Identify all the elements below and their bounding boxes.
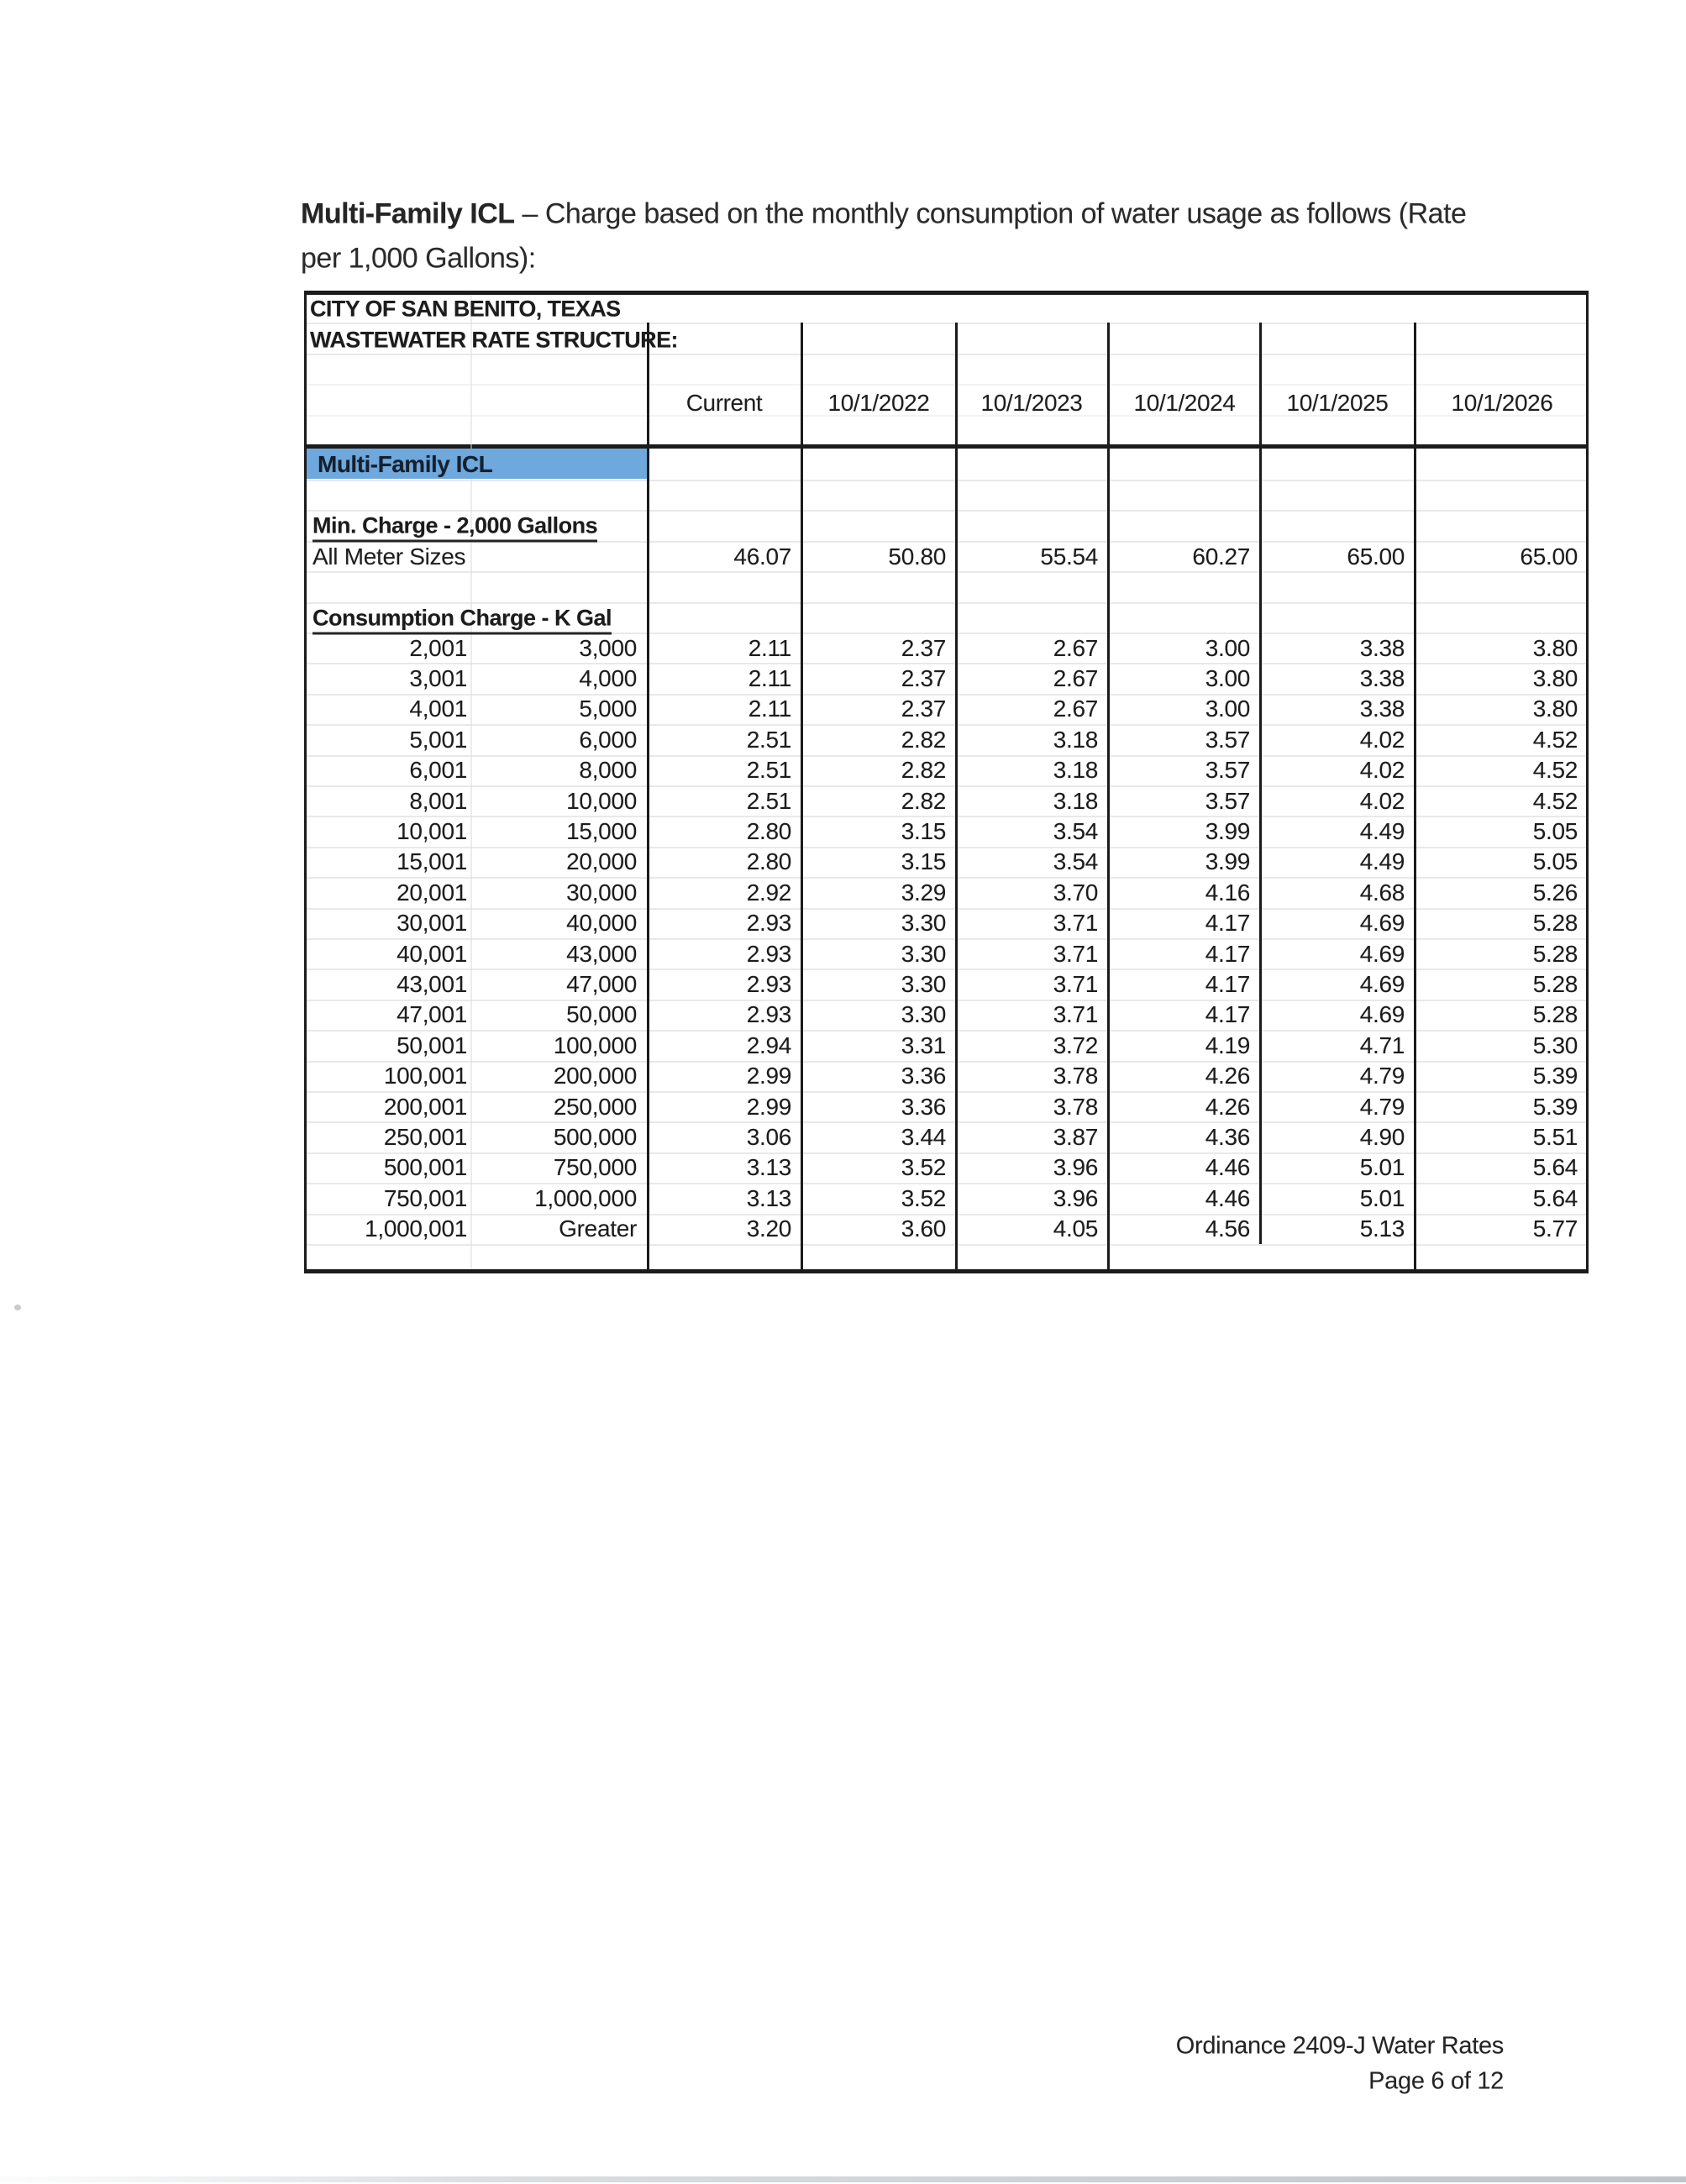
tier-to: 750,000 <box>553 1154 637 1181</box>
tier-rate-value: 3.30 <box>901 970 946 997</box>
tier-rate-value: 3.96 <box>1053 1154 1098 1181</box>
tier-from: 43,001 <box>397 970 467 997</box>
tier-rate-value: 2.11 <box>748 634 791 661</box>
min-charge-value: 65.00 <box>1520 543 1578 570</box>
tier-to: 47,000 <box>566 970 637 997</box>
tier-rate-value: 2.99 <box>746 1063 791 1089</box>
tier-rate-value: 2.93 <box>746 910 791 937</box>
tier-from: 40,001 <box>397 940 467 967</box>
tier-rate-value: 2.80 <box>746 817 791 844</box>
column-divider <box>1259 323 1262 1244</box>
tier-rate-value: 2.37 <box>901 634 946 661</box>
tier-from: 2,001 <box>409 634 467 661</box>
tier-from: 1,000,001 <box>365 1215 467 1242</box>
tier-rate-value: 5.01 <box>1359 1154 1405 1181</box>
tier-to: 8,000 <box>579 757 637 784</box>
min-charge-value: 55.54 <box>1040 543 1098 570</box>
tier-rate-value: 3.38 <box>1359 696 1405 722</box>
tier-rate-value: 5.77 <box>1532 1215 1578 1242</box>
tier-rate-value: 3.06 <box>746 1123 791 1150</box>
gridline-label-split <box>470 295 472 1269</box>
tier-rate-value: 5.64 <box>1532 1184 1578 1211</box>
tier-rate-value: 2.67 <box>1053 664 1098 691</box>
tier-rate-value: 3.15 <box>901 848 946 875</box>
footer-ordinance: Ordinance 2409-J Water Rates <box>1175 2032 1504 2060</box>
tier-rate-value: 2.94 <box>746 1032 791 1058</box>
gridline-row <box>307 602 1586 604</box>
tier-rate-value: 5.05 <box>1532 817 1578 844</box>
tier-rate-value: 3.00 <box>1205 634 1250 661</box>
tier-rate-value: 4.36 <box>1205 1123 1250 1150</box>
tier-rate-value: 3.71 <box>1053 940 1098 967</box>
tier-rate-value: 3.80 <box>1532 634 1578 661</box>
table-border-left <box>304 291 307 1273</box>
gridline-row <box>307 323 1586 324</box>
scan-speck <box>14 1305 21 1310</box>
min-charge-value: 50.80 <box>888 543 946 570</box>
page-title-rest: – Charge based on the monthly consumption of water usage as follows (Rate <box>514 197 1467 230</box>
tier-rate-value: 4.71 <box>1359 1032 1405 1058</box>
tier-rate-value: 5.26 <box>1532 879 1578 906</box>
tier-rate-value: 4.19 <box>1205 1032 1250 1058</box>
tier-rate-value: 4.49 <box>1359 817 1405 844</box>
min-charge-value: 60.27 <box>1192 543 1250 570</box>
tier-rate-value: 3.57 <box>1205 757 1250 784</box>
tier-from: 30,001 <box>397 910 467 937</box>
tier-rate-value: 3.99 <box>1205 848 1250 875</box>
tier-to: 500,000 <box>553 1123 637 1150</box>
tier-rate-value: 3.29 <box>901 879 946 906</box>
tier-to: 200,000 <box>553 1063 637 1089</box>
column-divider <box>1107 323 1110 1269</box>
min-charge-header-text: Min. Charge - 2,000 Gallons <box>313 513 597 543</box>
tier-rate-value: 4.52 <box>1532 757 1578 784</box>
tier-rate-value: 3.00 <box>1205 664 1250 691</box>
tier-rate-value: 2.93 <box>746 970 791 997</box>
tier-to: 1,000,000 <box>534 1184 637 1211</box>
tier-rate-value: 3.30 <box>901 910 946 937</box>
table-org-line2: WASTEWATER RATE STRUCTURE: <box>310 327 678 353</box>
table-border-top <box>304 291 1589 295</box>
tier-rate-value: 4.56 <box>1205 1215 1250 1242</box>
tier-from: 47,001 <box>397 1001 467 1028</box>
tier-rate-value: 4.26 <box>1205 1063 1250 1089</box>
tier-rate-value: 3.44 <box>901 1123 946 1150</box>
tier-from: 500,001 <box>383 1154 467 1181</box>
tier-rate-value: 4.26 <box>1205 1093 1250 1120</box>
page-title-line1 <box>301 198 1466 231</box>
tier-from: 8,001 <box>409 787 467 814</box>
min-charge-value: 65.00 <box>1347 543 1405 570</box>
min-charge-header <box>313 513 597 539</box>
section-label-multi-family-icl: Multi-Family ICL <box>318 451 493 477</box>
tier-from: 100,001 <box>383 1063 467 1089</box>
tier-rate-value: 3.87 <box>1053 1123 1098 1150</box>
tier-rate-value: 2.51 <box>746 757 791 784</box>
min-charge-row-label: All Meter Sizes <box>313 543 466 570</box>
column-header-2026: 10/1/2026 <box>1451 390 1553 416</box>
consumption-charge-header <box>313 606 612 632</box>
tier-rate-value: 4.46 <box>1205 1154 1250 1181</box>
tier-rate-value: 3.18 <box>1053 757 1098 784</box>
tier-from: 20,001 <box>397 879 467 906</box>
tier-rate-value: 3.71 <box>1053 1001 1098 1028</box>
tier-to: Greater <box>559 1215 637 1242</box>
tier-from: 750,001 <box>383 1184 467 1211</box>
tier-rate-value: 3.00 <box>1205 696 1250 722</box>
tier-rate-value: 3.60 <box>901 1215 946 1242</box>
tier-to: 3,000 <box>579 634 637 661</box>
tier-rate-value: 3.70 <box>1053 879 1098 906</box>
tier-rate-value: 4.52 <box>1532 787 1578 814</box>
tier-from: 50,001 <box>397 1032 467 1058</box>
tier-from: 6,001 <box>409 757 467 784</box>
tier-to: 20,000 <box>566 848 637 875</box>
tier-rate-value: 2.92 <box>746 879 791 906</box>
gridline-row <box>307 415 1586 417</box>
tier-rate-value: 4.69 <box>1359 910 1405 937</box>
tier-to: 250,000 <box>553 1093 637 1120</box>
column-header-current: Current <box>685 390 763 416</box>
tier-rate-value: 4.52 <box>1532 726 1578 753</box>
tier-rate-value: 4.79 <box>1359 1093 1405 1120</box>
tier-to: 6,000 <box>579 726 637 753</box>
tier-rate-value: 2.51 <box>746 726 791 753</box>
gridline-row <box>307 510 1586 512</box>
tier-rate-value: 5.30 <box>1532 1032 1578 1058</box>
tier-rate-value: 5.01 <box>1359 1184 1405 1211</box>
tier-to: 4,000 <box>579 664 637 691</box>
tier-rate-value: 3.80 <box>1532 664 1578 691</box>
tier-rate-value: 3.78 <box>1053 1063 1098 1089</box>
tier-rate-value: 5.28 <box>1532 970 1578 997</box>
column-header-2023: 10/1/2023 <box>980 390 1083 416</box>
tier-rate-value: 3.96 <box>1053 1184 1098 1211</box>
column-divider <box>1414 323 1416 1269</box>
tier-rate-value: 5.28 <box>1532 910 1578 937</box>
tier-rate-value: 3.54 <box>1053 848 1098 875</box>
page-title-bold: Multi-Family ICL <box>301 197 515 230</box>
tier-rate-value: 4.17 <box>1205 940 1250 967</box>
tier-rate-value: 3.30 <box>901 940 946 967</box>
gridline-row <box>307 384 1586 386</box>
tier-to: 100,000 <box>553 1032 637 1058</box>
gridline-row <box>307 1244 1586 1246</box>
table-border-right <box>1586 291 1589 1273</box>
tier-rate-value: 4.90 <box>1359 1123 1405 1150</box>
tier-rate-value: 3.36 <box>901 1093 946 1120</box>
tier-from: 3,001 <box>409 664 467 691</box>
tier-rate-value: 3.38 <box>1359 664 1405 691</box>
gridline-row <box>307 571 1586 573</box>
page-title-line2: per 1,000 Gallons): <box>301 242 536 275</box>
tier-rate-value: 3.78 <box>1053 1093 1098 1120</box>
tier-rate-value: 3.13 <box>746 1184 791 1211</box>
column-header-2022: 10/1/2022 <box>827 390 930 416</box>
tier-rate-value: 3.52 <box>901 1154 946 1181</box>
tier-rate-value: 4.02 <box>1359 757 1405 784</box>
tier-rate-value: 3.18 <box>1053 726 1098 753</box>
tier-rate-value: 5.28 <box>1532 1001 1578 1028</box>
tier-to: 30,000 <box>566 879 637 906</box>
tier-rate-value: 3.71 <box>1053 970 1098 997</box>
tier-rate-value: 5.51 <box>1532 1123 1578 1150</box>
column-divider <box>801 323 803 1269</box>
tier-rate-value: 5.05 <box>1532 848 1578 875</box>
tier-rate-value: 4.46 <box>1205 1184 1250 1211</box>
footer-page-number: Page 6 of 12 <box>1368 2067 1504 2095</box>
min-charge-value: 46.07 <box>733 543 791 570</box>
tier-to: 43,000 <box>566 940 637 967</box>
table-org-line1: CITY OF SAN BENITO, TEXAS <box>310 296 621 322</box>
table-border-bottom <box>304 1269 1589 1273</box>
tier-rate-value: 4.49 <box>1359 848 1405 875</box>
tier-rate-value: 2.82 <box>901 726 946 753</box>
tier-rate-value: 5.13 <box>1359 1215 1405 1242</box>
tier-rate-value: 2.82 <box>901 787 946 814</box>
tier-to: 50,000 <box>566 1001 637 1028</box>
tier-rate-value: 5.64 <box>1532 1154 1578 1181</box>
tier-rate-value: 2.99 <box>746 1093 791 1120</box>
tier-from: 4,001 <box>409 696 467 722</box>
tier-rate-value: 2.67 <box>1053 634 1098 661</box>
tier-rate-value: 3.71 <box>1053 910 1098 937</box>
tier-from: 15,001 <box>397 848 467 875</box>
tier-rate-value: 2.11 <box>748 664 791 691</box>
tier-rate-value: 5.39 <box>1532 1063 1578 1089</box>
tier-from: 200,001 <box>383 1093 467 1120</box>
tier-rate-value: 3.15 <box>901 817 946 844</box>
tier-rate-value: 4.17 <box>1205 1001 1250 1028</box>
tier-rate-value: 4.16 <box>1205 879 1250 906</box>
tier-rate-value: 4.69 <box>1359 970 1405 997</box>
tier-rate-value: 2.82 <box>901 757 946 784</box>
tier-rate-value: 4.69 <box>1359 940 1405 967</box>
tier-rate-value: 3.80 <box>1532 696 1578 722</box>
tier-rate-value: 3.57 <box>1205 787 1250 814</box>
column-header-2024: 10/1/2024 <box>1133 390 1236 416</box>
tier-rate-value: 5.28 <box>1532 940 1578 967</box>
tier-rate-value: 3.13 <box>746 1154 791 1181</box>
tier-rate-value: 3.57 <box>1205 726 1250 753</box>
tier-rate-value: 4.68 <box>1359 879 1405 906</box>
tier-from: 5,001 <box>409 726 467 753</box>
tier-rate-value: 2.37 <box>901 696 946 722</box>
column-divider <box>647 323 649 1269</box>
tier-rate-value: 5.39 <box>1532 1093 1578 1120</box>
tier-rate-value: 3.72 <box>1053 1032 1098 1058</box>
tier-to: 10,000 <box>566 787 637 814</box>
tier-rate-value: 4.79 <box>1359 1063 1405 1089</box>
tier-rate-value: 3.54 <box>1053 817 1098 844</box>
tier-rate-value: 3.99 <box>1205 817 1250 844</box>
gridline-row <box>307 480 1586 481</box>
tier-rate-value: 3.36 <box>901 1063 946 1089</box>
consumption-charge-header-text: Consumption Charge - K Gal <box>313 606 612 635</box>
column-header-2025: 10/1/2025 <box>1286 390 1389 416</box>
tier-to: 5,000 <box>579 696 637 722</box>
tier-rate-value: 2.11 <box>748 696 791 722</box>
tier-rate-value: 3.20 <box>746 1215 791 1242</box>
tier-rate-value: 4.17 <box>1205 970 1250 997</box>
tier-from: 250,001 <box>383 1123 467 1150</box>
tier-rate-value: 3.31 <box>901 1032 946 1058</box>
tier-rate-value: 2.37 <box>901 664 946 691</box>
gridline-row <box>307 354 1586 355</box>
tier-rate-value: 4.69 <box>1359 1001 1405 1028</box>
tier-rate-value: 4.02 <box>1359 787 1405 814</box>
tier-to: 40,000 <box>566 910 637 937</box>
tier-rate-value: 3.18 <box>1053 787 1098 814</box>
tier-rate-value: 4.05 <box>1053 1215 1098 1242</box>
column-divider <box>955 323 958 1269</box>
tier-to: 15,000 <box>566 817 637 844</box>
tier-rate-value: 4.17 <box>1205 910 1250 937</box>
tier-rate-value: 2.93 <box>746 940 791 967</box>
tier-from: 10,001 <box>397 817 467 844</box>
tier-rate-value: 3.52 <box>901 1184 946 1211</box>
tier-rate-value: 2.80 <box>746 848 791 875</box>
tier-rate-value: 2.67 <box>1053 696 1098 722</box>
tier-rate-value: 2.93 <box>746 1001 791 1028</box>
tier-rate-value: 4.02 <box>1359 726 1405 753</box>
tier-rate-value: 3.30 <box>901 1001 946 1028</box>
scan-bottom-edge <box>0 2176 1686 2182</box>
tier-rate-value: 3.38 <box>1359 634 1405 661</box>
tier-rate-value: 2.51 <box>746 787 791 814</box>
